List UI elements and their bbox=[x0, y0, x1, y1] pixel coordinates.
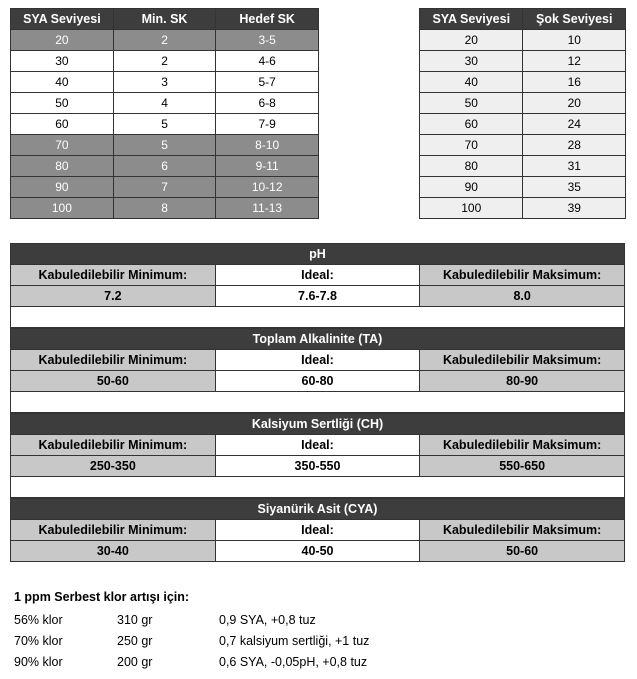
table-cell-target: 5-7 bbox=[216, 72, 319, 93]
table-cell-sya: 100 bbox=[11, 198, 114, 219]
range-block bbox=[10, 328, 625, 413]
min-label: Kabuledilebilir Minimum: bbox=[11, 520, 216, 541]
table-row bbox=[420, 198, 626, 219]
max-value: 50-60 bbox=[420, 541, 625, 562]
table-cell-sya: 70 bbox=[420, 135, 523, 156]
shock-level-table bbox=[419, 8, 626, 219]
table-cell-sya: 30 bbox=[420, 51, 523, 72]
range-value-row bbox=[11, 371, 625, 392]
spacer-cell bbox=[11, 392, 625, 413]
table-cell-target: 6-8 bbox=[216, 93, 319, 114]
range-block bbox=[10, 413, 625, 498]
note-row bbox=[14, 634, 370, 655]
spacer-row bbox=[11, 392, 625, 413]
column-header: SYA Seviyesi bbox=[11, 9, 114, 30]
table-cell-shock: 12 bbox=[523, 51, 626, 72]
table-row bbox=[11, 30, 319, 51]
table-cell-shock: 35 bbox=[523, 177, 626, 198]
spacer-row bbox=[11, 307, 625, 328]
note-amount: 250 gr bbox=[117, 634, 153, 648]
table-cell-min: 5 bbox=[113, 135, 216, 156]
table-row bbox=[420, 93, 626, 114]
note-effect: 0,6 SYA, -0,05pH, +0,8 tuz bbox=[219, 655, 368, 669]
min-value: 250-350 bbox=[11, 456, 216, 477]
table-cell-shock: 28 bbox=[523, 135, 626, 156]
range-value-row bbox=[11, 286, 625, 307]
table-cell-min: 4 bbox=[113, 93, 216, 114]
min-label: Kabuledilebilir Minimum: bbox=[11, 350, 216, 371]
note-amount: 310 gr bbox=[117, 613, 153, 627]
range-block bbox=[10, 498, 625, 562]
max-value: 80-90 bbox=[420, 371, 625, 392]
ideal-label: Ideal: bbox=[215, 520, 420, 541]
range-title-row bbox=[11, 414, 625, 435]
table-cell-shock: 10 bbox=[523, 30, 626, 51]
ideal-value: 60-80 bbox=[215, 371, 420, 392]
table-cell-min: 2 bbox=[113, 51, 216, 72]
table-cell-sya: 40 bbox=[11, 72, 114, 93]
table-row bbox=[420, 114, 626, 135]
max-value: 8.0 bbox=[420, 286, 625, 307]
table-cell-sya: 50 bbox=[11, 93, 114, 114]
table-row bbox=[420, 72, 626, 93]
min-label: Kabuledilebilir Minimum: bbox=[11, 265, 216, 286]
table-row bbox=[11, 135, 319, 156]
note-chlorine: 70% klor bbox=[14, 634, 63, 648]
table-cell-target: 4-6 bbox=[216, 51, 319, 72]
table-row bbox=[420, 135, 626, 156]
range-title: Toplam Alkalinite (TA) bbox=[11, 329, 625, 350]
note-row bbox=[14, 655, 368, 676]
spacer-cell bbox=[11, 477, 625, 498]
table-cell-min: 8 bbox=[113, 198, 216, 219]
range-title-row bbox=[11, 329, 625, 350]
spacer-row bbox=[11, 477, 625, 498]
table-cell-sya: 20 bbox=[420, 30, 523, 51]
ideal-label: Ideal: bbox=[215, 265, 420, 286]
table-cell-shock: 20 bbox=[523, 93, 626, 114]
table-cell-target: 8-10 bbox=[216, 135, 319, 156]
range-title-row bbox=[11, 499, 625, 520]
ideal-value: 7.6-7.8 bbox=[215, 286, 420, 307]
table-row bbox=[420, 51, 626, 72]
note-effect: 0,9 SYA, +0,8 tuz bbox=[219, 613, 316, 627]
table-row bbox=[11, 114, 319, 135]
range-title: pH bbox=[11, 244, 625, 265]
note-chlorine: 90% klor bbox=[14, 655, 63, 669]
table-row bbox=[11, 156, 319, 177]
chlorine-dosage-notes bbox=[14, 590, 370, 676]
min-value: 7.2 bbox=[11, 286, 216, 307]
column-header: Hedef SK bbox=[216, 9, 319, 30]
table-row bbox=[11, 93, 319, 114]
ideal-label: Ideal: bbox=[215, 435, 420, 456]
column-header: SYA Seviyesi bbox=[420, 9, 523, 30]
table-cell-sya: 80 bbox=[11, 156, 114, 177]
range-label-row bbox=[11, 520, 625, 541]
note-amount: 200 gr bbox=[117, 655, 153, 669]
max-label: Kabuledilebilir Maksimum: bbox=[420, 435, 625, 456]
table-cell-sya: 80 bbox=[420, 156, 523, 177]
column-header: Şok Seviyesi bbox=[523, 9, 626, 30]
table-cell-target: 10-12 bbox=[216, 177, 319, 198]
table-cell-target: 11-13 bbox=[216, 198, 319, 219]
table-cell-target: 9-11 bbox=[216, 156, 319, 177]
table-cell-sya: 30 bbox=[11, 51, 114, 72]
min-value: 50-60 bbox=[11, 371, 216, 392]
range-title: Siyanürik Asit (CYA) bbox=[11, 499, 625, 520]
table-row bbox=[420, 30, 626, 51]
range-title-row bbox=[11, 244, 625, 265]
table-cell-sya: 20 bbox=[11, 30, 114, 51]
range-value-row bbox=[11, 456, 625, 477]
note-row bbox=[14, 613, 316, 634]
table-row bbox=[420, 177, 626, 198]
table-cell-sya: 90 bbox=[420, 177, 523, 198]
min-label: Kabuledilebilir Minimum: bbox=[11, 435, 216, 456]
table-header-row bbox=[420, 9, 626, 30]
table-cell-target: 3-5 bbox=[216, 30, 319, 51]
ideal-label: Ideal: bbox=[215, 350, 420, 371]
table-cell-sya: 70 bbox=[11, 135, 114, 156]
table-cell-min: 7 bbox=[113, 177, 216, 198]
table-row bbox=[11, 72, 319, 93]
table-row bbox=[420, 156, 626, 177]
max-label: Kabuledilebilir Maksimum: bbox=[420, 265, 625, 286]
spacer-cell bbox=[11, 307, 625, 328]
table-cell-sya: 100 bbox=[420, 198, 523, 219]
table-cell-shock: 16 bbox=[523, 72, 626, 93]
range-label-row bbox=[11, 265, 625, 286]
table-row bbox=[11, 198, 319, 219]
notes-title: 1 ppm Serbest klor artışı için: bbox=[14, 590, 190, 604]
column-header: Min. SK bbox=[113, 9, 216, 30]
table-cell-shock: 24 bbox=[523, 114, 626, 135]
range-label-row bbox=[11, 435, 625, 456]
table-cell-shock: 39 bbox=[523, 198, 626, 219]
range-block bbox=[10, 243, 625, 328]
table-cell-sya: 60 bbox=[11, 114, 114, 135]
range-value-row bbox=[11, 541, 625, 562]
table-cell-min: 3 bbox=[113, 72, 216, 93]
ideal-value: 40-50 bbox=[215, 541, 420, 562]
max-label: Kabuledilebilir Maksimum: bbox=[420, 350, 625, 371]
table-cell-sya: 50 bbox=[420, 93, 523, 114]
table-cell-sya: 60 bbox=[420, 114, 523, 135]
range-title: Kalsiyum Sertliği (CH) bbox=[11, 414, 625, 435]
ideal-value: 350-550 bbox=[215, 456, 420, 477]
chlorine-target-table bbox=[10, 8, 319, 219]
table-cell-target: 7-9 bbox=[216, 114, 319, 135]
table-cell-min: 2 bbox=[113, 30, 216, 51]
max-label: Kabuledilebilir Maksimum: bbox=[420, 520, 625, 541]
table-cell-sya: 40 bbox=[420, 72, 523, 93]
table-row bbox=[11, 177, 319, 198]
note-effect: 0,7 kalsiyum sertliği, +1 tuz bbox=[219, 634, 370, 648]
table-header-row bbox=[11, 9, 319, 30]
table-cell-min: 6 bbox=[113, 156, 216, 177]
min-value: 30-40 bbox=[11, 541, 216, 562]
range-label-row bbox=[11, 350, 625, 371]
table-row bbox=[11, 51, 319, 72]
table-cell-shock: 31 bbox=[523, 156, 626, 177]
table-cell-min: 5 bbox=[113, 114, 216, 135]
note-chlorine: 56% klor bbox=[14, 613, 63, 627]
table-cell-sya: 90 bbox=[11, 177, 114, 198]
max-value: 550-650 bbox=[420, 456, 625, 477]
